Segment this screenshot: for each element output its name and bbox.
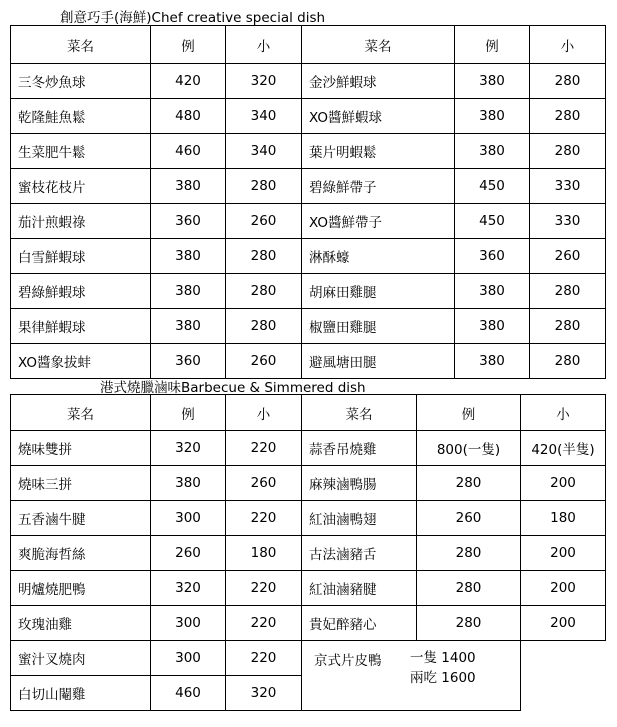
regular-price: 300 — [151, 501, 226, 536]
regular-price: 380 — [151, 239, 226, 274]
regular-price: 260 — [151, 536, 226, 571]
small-price: 280 — [530, 274, 606, 309]
small-price: 200 — [521, 606, 606, 641]
dish-name: 金沙鮮蝦球 — [302, 64, 455, 99]
dish-name: 果律鮮蝦球 — [11, 309, 151, 344]
seafood-section-title: 創意巧手(海鮮)Chef creative special dish — [60, 10, 326, 26]
dish-name: 碧綠鮮蝦球 — [11, 274, 151, 309]
regular-price: 800(一隻) — [417, 431, 521, 466]
small-price: 180 — [226, 536, 302, 571]
small-price: 260 — [530, 239, 606, 274]
regular-price: 380 — [455, 99, 530, 134]
table-row — [11, 501, 606, 536]
header-regular-price: 例 — [151, 395, 226, 431]
small-price: 200 — [521, 536, 606, 571]
regular-price: 360 — [455, 239, 530, 274]
small-price: 280 — [226, 169, 302, 204]
small-price: 220 — [226, 641, 302, 676]
regular-price: 300 — [151, 641, 226, 676]
regular-price: 380 — [151, 309, 226, 344]
dish-name: 蜜汁叉燒肉 — [11, 641, 151, 676]
header-regular-price: 例 — [455, 26, 530, 64]
table-row — [11, 64, 606, 99]
small-price: 330 — [530, 169, 606, 204]
dish-name: 蒜香吊燒雞 — [302, 431, 417, 466]
dish-name: XO醬象拔蚌 — [11, 344, 151, 379]
bbq-section-title: 港式燒臘滷味Barbecue & Simmered dish — [100, 380, 366, 396]
small-price: 280 — [530, 309, 606, 344]
dish-name: XO醬鮮帶子 — [302, 204, 455, 239]
small-price: 220 — [226, 431, 302, 466]
dish-name: 玫瑰油雞 — [11, 606, 151, 641]
table-row — [11, 641, 606, 676]
dish-name: 椒鹽田雞腿 — [302, 309, 455, 344]
seafood-header-row — [11, 26, 606, 64]
table-row — [11, 274, 606, 309]
small-price: 260 — [226, 466, 302, 501]
small-price: 280 — [530, 344, 606, 379]
dish-name: 白切山閹雞 — [11, 676, 151, 711]
small-price: 200 — [521, 571, 606, 606]
header-small-price: 小 — [521, 395, 606, 431]
small-price: 200 — [521, 466, 606, 501]
small-price: 420(半隻) — [521, 431, 606, 466]
small-price: 280 — [530, 64, 606, 99]
small-price: 340 — [226, 134, 302, 169]
peking-duck-name: 京式片皮鴨 — [314, 653, 382, 669]
dish-name: 紅油滷豬腱 — [302, 571, 417, 606]
regular-price: 300 — [151, 606, 226, 641]
dish-name: 茄汁煎蝦祿 — [11, 204, 151, 239]
regular-price: 380 — [455, 309, 530, 344]
header-dish-name: 菜名 — [11, 26, 151, 64]
regular-price: 320 — [151, 431, 226, 466]
regular-price: 380 — [455, 134, 530, 169]
dish-name: 古法滷豬舌 — [302, 536, 417, 571]
regular-price: 380 — [455, 64, 530, 99]
regular-price: 360 — [151, 344, 226, 379]
dish-name: 燒味雙拼 — [11, 431, 151, 466]
dish-name: XO醬鮮蝦球 — [302, 99, 455, 134]
small-price: 260 — [226, 344, 302, 379]
seafood-menu-table — [10, 25, 606, 379]
regular-price: 380 — [455, 344, 530, 379]
dish-name: 生菜肥牛鬆 — [11, 134, 151, 169]
dish-name: 貴妃醉豬心 — [302, 606, 417, 641]
dish-name: 白雪鮮蝦球 — [11, 239, 151, 274]
table-row — [11, 99, 606, 134]
regular-price: 420 — [151, 64, 226, 99]
dish-name: 蜜枝花枝片 — [11, 169, 151, 204]
peking-duck-prices — [410, 648, 476, 688]
table-row — [11, 309, 606, 344]
empty-cell — [521, 641, 606, 711]
dish-name: 避風塘田腿 — [302, 344, 455, 379]
small-price: 280 — [226, 239, 302, 274]
regular-price: 380 — [151, 466, 226, 501]
regular-price: 480 — [151, 99, 226, 134]
table-row — [11, 204, 606, 239]
dish-name: 碧綠鮮帶子 — [302, 169, 455, 204]
small-price: 280 — [226, 274, 302, 309]
table-row — [11, 169, 606, 204]
small-price: 280 — [226, 309, 302, 344]
table-row — [11, 134, 606, 169]
small-price: 220 — [226, 571, 302, 606]
regular-price: 460 — [151, 676, 226, 711]
table-row — [11, 606, 606, 641]
dish-name: 三冬炒魚球 — [11, 64, 151, 99]
dish-name: 爽脆海哲絲 — [11, 536, 151, 571]
header-small-price: 小 — [226, 395, 302, 431]
regular-price: 280 — [417, 466, 521, 501]
dish-name: 明爐燒肥鴨 — [11, 571, 151, 606]
table-row — [11, 239, 606, 274]
dish-name: 胡麻田雞腿 — [302, 274, 455, 309]
regular-price: 380 — [151, 274, 226, 309]
dish-name: 紅油滷鴨翅 — [302, 501, 417, 536]
regular-price: 450 — [455, 204, 530, 239]
small-price: 280 — [530, 134, 606, 169]
regular-price: 260 — [417, 501, 521, 536]
dish-name: 麻辣滷鴨腸 — [302, 466, 417, 501]
dish-name: 淋酥蠔 — [302, 239, 455, 274]
regular-price: 380 — [455, 274, 530, 309]
header-dish-name: 菜名 — [11, 395, 151, 431]
regular-price: 360 — [151, 204, 226, 239]
small-price: 320 — [226, 676, 302, 711]
small-price: 340 — [226, 99, 302, 134]
bbq-header-row — [11, 395, 606, 431]
dish-name: 乾隆鮭魚鬆 — [11, 99, 151, 134]
peking-duck-two-ways-price: 兩吃 1600 — [410, 670, 476, 686]
regular-price: 380 — [151, 169, 226, 204]
table-row — [11, 431, 606, 466]
small-price: 330 — [530, 204, 606, 239]
header-dish-name: 菜名 — [302, 26, 455, 64]
small-price: 260 — [226, 204, 302, 239]
header-small-price: 小 — [226, 26, 302, 64]
small-price: 220 — [226, 606, 302, 641]
peking-duck-whole-price: 一隻 1400 — [410, 650, 476, 666]
small-price: 320 — [226, 64, 302, 99]
regular-price: 280 — [417, 606, 521, 641]
table-row — [11, 536, 606, 571]
header-small-price: 小 — [530, 26, 606, 64]
small-price: 280 — [530, 99, 606, 134]
table-row — [11, 344, 606, 379]
regular-price: 460 — [151, 134, 226, 169]
dish-name: 五香滷牛腱 — [11, 501, 151, 536]
small-price: 180 — [521, 501, 606, 536]
dish-name: 燒味三拼 — [11, 466, 151, 501]
table-row — [11, 571, 606, 606]
table-row — [11, 466, 606, 501]
regular-price: 280 — [417, 536, 521, 571]
header-dish-name: 菜名 — [302, 395, 417, 431]
header-regular-price: 例 — [417, 395, 521, 431]
header-regular-price: 例 — [151, 26, 226, 64]
dish-name: 葉片明蝦鬆 — [302, 134, 455, 169]
regular-price: 280 — [417, 571, 521, 606]
regular-price: 320 — [151, 571, 226, 606]
small-price: 220 — [226, 501, 302, 536]
regular-price: 450 — [455, 169, 530, 204]
bbq-menu-table — [10, 394, 606, 711]
